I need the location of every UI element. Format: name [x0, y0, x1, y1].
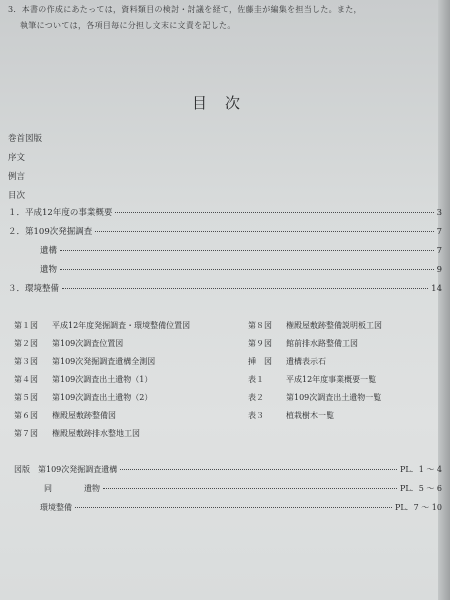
plate-list-item — [44, 483, 442, 494]
figure-title: 平成12年度発掘調査・環境整備位置図 — [52, 321, 191, 330]
figure-number: 第７図 — [14, 429, 38, 438]
plate-label: 同 遺物 — [44, 484, 100, 493]
toc-entry-page: 14 — [431, 284, 442, 294]
figure-title: 遺構表示石 — [286, 357, 326, 366]
figure-number: 第９図 — [248, 339, 272, 348]
figure-title: 権殿屋敷跡整備図 — [52, 411, 116, 420]
figure-list-item — [14, 356, 155, 367]
figure-list-item — [14, 428, 140, 439]
front-item-contents: 目次 — [8, 191, 26, 201]
figure-number: 第４図 — [14, 375, 38, 384]
plate-pages: PL．1 〜 4 — [400, 465, 442, 474]
plate-pages: PL．5 〜 6 — [400, 484, 442, 493]
preface-note-line-1: 3．本書の作成にあたっては，資料類目の検討・討議を経て，佐藤圭が編集を担当した。また， — [8, 5, 362, 14]
toc-entry — [8, 206, 442, 218]
toc-entry-page: 7 — [436, 227, 442, 237]
figure-list-item — [248, 356, 326, 367]
plate-list-item — [14, 464, 442, 475]
figure-list-item — [14, 392, 152, 403]
dot-leader — [95, 231, 433, 232]
plate-label: 環境整備 — [40, 503, 72, 512]
table-title: 平成12年度事業概要一覧 — [286, 375, 377, 384]
figure-number: 第２図 — [14, 339, 38, 348]
dot-leader — [103, 488, 397, 489]
dot-leader — [75, 507, 392, 508]
figure-title: 第109次調査出土遺物（1） — [52, 375, 153, 384]
plate-list-item — [40, 502, 442, 513]
figure-title: 館前排水路整備工図 — [286, 339, 358, 348]
figure-number: 第６図 — [14, 411, 38, 420]
figure-list-item — [14, 410, 116, 421]
table-number: 表３ — [248, 411, 264, 420]
toc-entry-page: 7 — [436, 246, 442, 256]
front-item-frontispiece: 巻首図版 — [8, 134, 43, 144]
front-item-preface: 序文 — [8, 153, 26, 163]
toc-entry — [40, 244, 442, 256]
dot-leader — [120, 469, 397, 470]
table-list-item — [248, 410, 334, 421]
toc-entry — [40, 263, 442, 275]
page-title: 目次 — [191, 94, 258, 112]
toc-entry-label: １．平成12年度の事業概要 — [8, 208, 113, 218]
figure-number: 第５図 — [14, 393, 38, 402]
figure-number: 挿 図 — [248, 357, 272, 366]
front-item-explanatory-notes: 例言 — [8, 172, 26, 182]
toc-entry-page: 9 — [436, 265, 442, 275]
dot-leader — [62, 288, 428, 289]
dot-leader — [115, 212, 433, 213]
figure-list-item — [248, 320, 382, 331]
toc-entry-label: 遺物 — [40, 265, 58, 275]
figure-list-item — [14, 374, 152, 385]
figure-number: 第３図 — [14, 357, 38, 366]
figure-list-item — [14, 338, 123, 349]
plate-label: 図版 第109次発掘調査遺構 — [14, 465, 118, 474]
figure-title: 第109次発掘調査遺構全測図 — [52, 357, 156, 366]
toc-entry — [8, 282, 442, 294]
dot-leader — [60, 269, 434, 270]
figure-number: 第８図 — [248, 321, 272, 330]
figure-list-item — [248, 338, 358, 349]
plate-pages: PL．7 〜 10 — [394, 503, 442, 512]
figure-title: 第109次調査出土遺物（2） — [52, 393, 153, 402]
table-number: 表２ — [248, 393, 264, 402]
figure-list-item — [14, 320, 190, 331]
table-list-item — [248, 374, 376, 385]
table-title: 植栽樹木一覧 — [286, 411, 334, 420]
toc-entry-label: 遺構 — [40, 246, 58, 256]
toc-entry-label: ３．環境整備 — [8, 284, 60, 294]
toc-entry — [8, 225, 442, 237]
preface-note-line-2: 執筆については，各項目毎に分担し文末に文責を記した。 — [20, 21, 236, 30]
figure-title: 第109次調査位置図 — [52, 339, 124, 348]
figure-number: 第１図 — [14, 321, 38, 330]
figure-title: 権殿屋敷跡排水整地工図 — [52, 429, 140, 438]
toc-entry-page: 3 — [436, 208, 442, 218]
table-number: 表１ — [248, 375, 264, 384]
figure-title: 権殿屋敷跡整備説明板工図 — [286, 321, 382, 330]
table-list-item — [248, 392, 381, 403]
table-title: 第109次調査出土遺物一覧 — [286, 393, 382, 402]
dot-leader — [60, 250, 434, 251]
toc-entry-label: ２．第109次発掘調査 — [8, 227, 93, 237]
